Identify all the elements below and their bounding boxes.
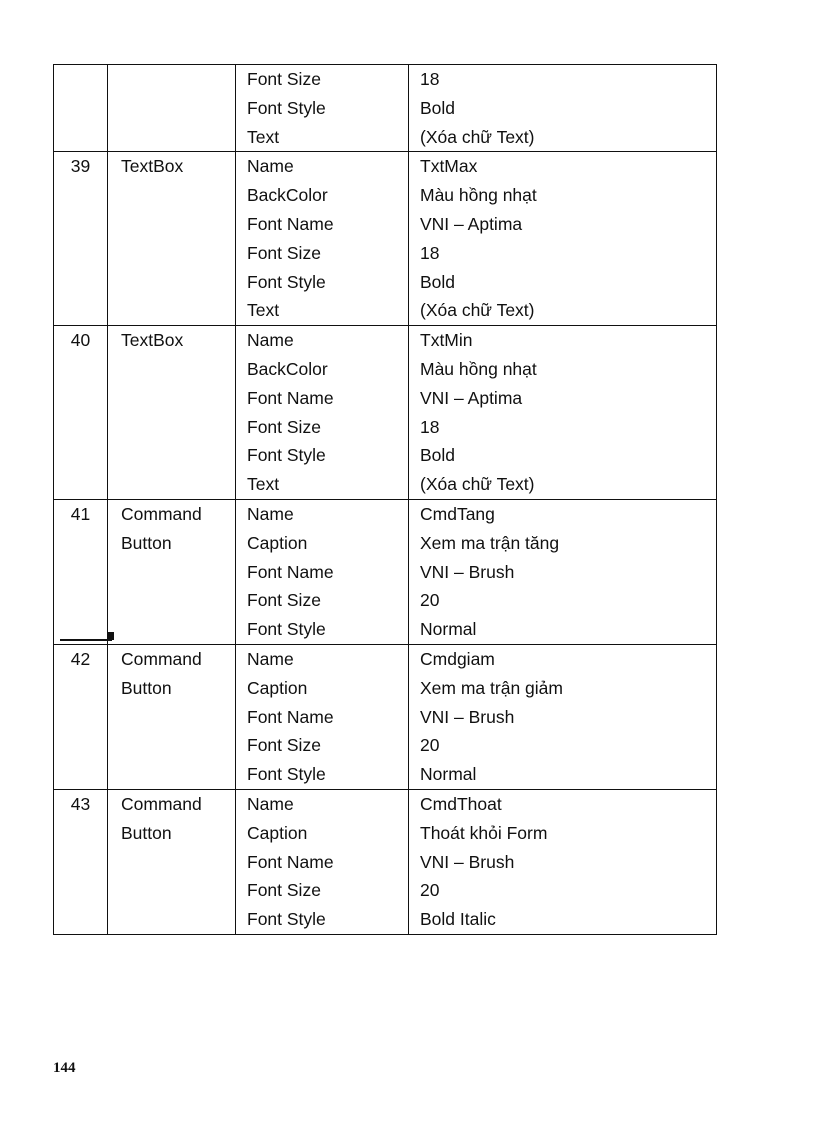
- control-type: [108, 123, 236, 152]
- property-value: Màu hồng nhạt: [409, 355, 717, 384]
- property-name: Font Name: [236, 558, 409, 587]
- control-type: [108, 558, 236, 587]
- property-name: Text: [236, 470, 409, 499]
- table-row: [54, 760, 717, 789]
- control-type: [108, 470, 236, 499]
- property-value: 20: [409, 586, 717, 615]
- property-value: VNI – Brush: [409, 558, 717, 587]
- scan-mark: [60, 639, 112, 641]
- property-name: BackColor: [236, 355, 409, 384]
- property-value: Xem ma trận tăng: [409, 529, 717, 558]
- property-name: Font Size: [236, 876, 409, 905]
- property-name: Font Name: [236, 384, 409, 413]
- control-type: [108, 848, 236, 877]
- property-value: Normal: [409, 760, 717, 789]
- property-name: Caption: [236, 674, 409, 703]
- table-row: [54, 152, 717, 181]
- property-value: Màu hồng nhạt: [409, 181, 717, 210]
- table-row: [54, 94, 717, 123]
- table-row: [54, 441, 717, 470]
- row-number: [54, 905, 108, 934]
- table-row: [54, 529, 717, 558]
- property-value: 20: [409, 731, 717, 760]
- property-value: Xem ma trận giảm: [409, 674, 717, 703]
- row-number: [54, 848, 108, 877]
- row-number: [54, 123, 108, 152]
- property-name: Font Style: [236, 441, 409, 470]
- property-value: (Xóa chữ Text): [409, 470, 717, 499]
- property-value: 18: [409, 239, 717, 268]
- properties-table-body: [54, 65, 717, 935]
- row-number: 39: [54, 152, 108, 181]
- table-row: [54, 644, 717, 673]
- table-row: [54, 355, 717, 384]
- row-number: [54, 529, 108, 558]
- control-type: [108, 586, 236, 615]
- property-name: Font Name: [236, 848, 409, 877]
- property-value: Normal: [409, 615, 717, 644]
- table-row: [54, 413, 717, 442]
- row-number: [54, 65, 108, 94]
- control-type: [108, 615, 236, 644]
- table-row: [54, 674, 717, 703]
- control-type: Command: [108, 789, 236, 818]
- row-number: [54, 296, 108, 325]
- row-number: [54, 558, 108, 587]
- row-number: 41: [54, 499, 108, 528]
- table-row: [54, 558, 717, 587]
- property-name: Font Style: [236, 615, 409, 644]
- property-value: Cmdgiam: [409, 644, 717, 673]
- property-value: TxtMax: [409, 152, 717, 181]
- control-type: [108, 210, 236, 239]
- property-name: BackColor: [236, 181, 409, 210]
- property-name: Name: [236, 326, 409, 355]
- control-type: [108, 905, 236, 934]
- control-type: [108, 268, 236, 297]
- control-type: [108, 384, 236, 413]
- property-name: Name: [236, 644, 409, 673]
- property-value: TxtMin: [409, 326, 717, 355]
- row-number: [54, 239, 108, 268]
- property-name: Font Style: [236, 760, 409, 789]
- table-row: [54, 848, 717, 877]
- property-name: Font Size: [236, 65, 409, 94]
- property-value: CmdTang: [409, 499, 717, 528]
- row-number: [54, 355, 108, 384]
- table-row: [54, 268, 717, 297]
- row-number: [54, 210, 108, 239]
- table-row: [54, 731, 717, 760]
- property-value: Bold: [409, 94, 717, 123]
- row-number: [54, 441, 108, 470]
- property-value: 18: [409, 413, 717, 442]
- row-number: [54, 384, 108, 413]
- control-type: [108, 65, 236, 94]
- property-value: CmdThoat: [409, 789, 717, 818]
- table-row: [54, 210, 717, 239]
- control-type: Command: [108, 499, 236, 528]
- property-name: Font Style: [236, 905, 409, 934]
- row-number: [54, 181, 108, 210]
- property-name: Font Size: [236, 586, 409, 615]
- properties-table: [53, 64, 717, 935]
- control-type: Command: [108, 644, 236, 673]
- table-row: [54, 703, 717, 732]
- property-name: Font Name: [236, 210, 409, 239]
- property-name: Name: [236, 789, 409, 818]
- control-type: TextBox: [108, 326, 236, 355]
- control-type: [108, 876, 236, 905]
- control-type: [108, 296, 236, 325]
- table-row: [54, 326, 717, 355]
- property-value: 18: [409, 65, 717, 94]
- scan-mark: [108, 632, 114, 640]
- table-row: [54, 123, 717, 152]
- row-number: [54, 819, 108, 848]
- property-value: VNI – Aptima: [409, 210, 717, 239]
- table-row: [54, 615, 717, 644]
- property-value: Bold: [409, 441, 717, 470]
- property-name: Name: [236, 499, 409, 528]
- property-name: Font Size: [236, 731, 409, 760]
- table-row: [54, 239, 717, 268]
- control-type: [108, 239, 236, 268]
- row-number: [54, 876, 108, 905]
- property-name: Caption: [236, 819, 409, 848]
- row-number: [54, 268, 108, 297]
- row-number: [54, 470, 108, 499]
- table-row: [54, 789, 717, 818]
- property-value: Thoát khỏi Form: [409, 819, 717, 848]
- property-name: Text: [236, 296, 409, 325]
- table-row: [54, 499, 717, 528]
- property-name: Font Name: [236, 703, 409, 732]
- property-value: VNI – Aptima: [409, 384, 717, 413]
- row-number: [54, 674, 108, 703]
- control-type: Button: [108, 529, 236, 558]
- property-value: 20: [409, 876, 717, 905]
- row-number: [54, 94, 108, 123]
- row-number: [54, 586, 108, 615]
- property-name: Name: [236, 152, 409, 181]
- property-value: (Xóa chữ Text): [409, 123, 717, 152]
- property-name: Caption: [236, 529, 409, 558]
- row-number: [54, 703, 108, 732]
- control-type: [108, 731, 236, 760]
- control-type: Button: [108, 674, 236, 703]
- property-name: Font Style: [236, 94, 409, 123]
- control-type: Button: [108, 819, 236, 848]
- property-value: VNI – Brush: [409, 848, 717, 877]
- table-row: [54, 181, 717, 210]
- row-number: 40: [54, 326, 108, 355]
- table-row: [54, 470, 717, 499]
- row-number: [54, 413, 108, 442]
- control-type: [108, 760, 236, 789]
- control-type: [108, 181, 236, 210]
- table-row: [54, 384, 717, 413]
- row-number: 43: [54, 789, 108, 818]
- property-value: Bold: [409, 268, 717, 297]
- table-row: [54, 876, 717, 905]
- table-row: [54, 65, 717, 94]
- table-row: [54, 905, 717, 934]
- property-value: VNI – Brush: [409, 703, 717, 732]
- property-value: (Xóa chữ Text): [409, 296, 717, 325]
- page-number: 144: [53, 1060, 76, 1076]
- control-type: TextBox: [108, 152, 236, 181]
- control-type: [108, 413, 236, 442]
- row-number: [54, 760, 108, 789]
- table-row: [54, 819, 717, 848]
- table-row: [54, 586, 717, 615]
- table-row: [54, 296, 717, 325]
- control-type: [108, 703, 236, 732]
- property-name: Font Style: [236, 268, 409, 297]
- property-name: Font Size: [236, 413, 409, 442]
- row-number: 42: [54, 644, 108, 673]
- property-value: Bold Italic: [409, 905, 717, 934]
- control-type: [108, 355, 236, 384]
- control-type: [108, 94, 236, 123]
- property-name: Font Size: [236, 239, 409, 268]
- row-number: [54, 731, 108, 760]
- control-type: [108, 441, 236, 470]
- property-name: Text: [236, 123, 409, 152]
